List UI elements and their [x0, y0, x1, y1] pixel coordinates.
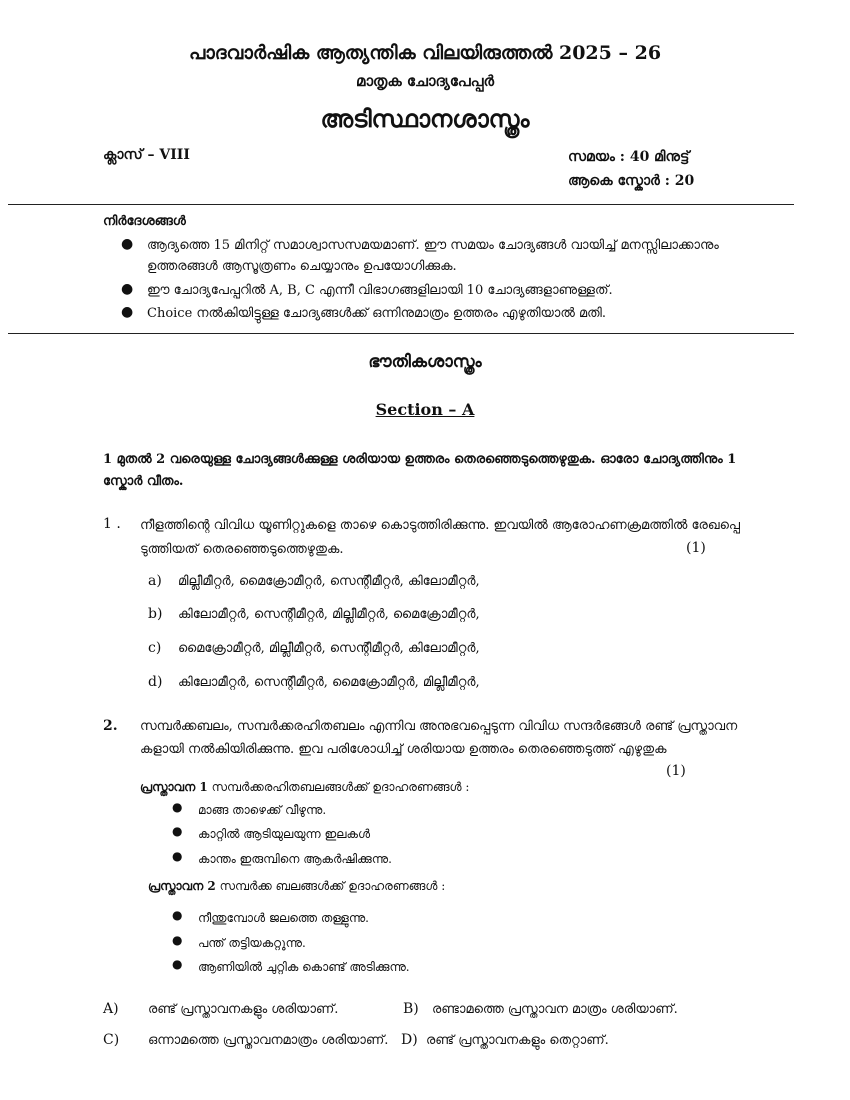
subject-heading: ഭൗതികശാസ്ത്രം: [368, 352, 482, 372]
q2-option-text: ഒന്നാമത്തെ പ്രസ്താവനമാത്രം ശരിയാണ്.: [148, 1033, 389, 1048]
instructions-title: നിർദേശങ്ങൾ: [103, 214, 186, 229]
instruction-item: ഈ ചോദ്യപേപ്പറിൽ A, B, C എന്നീ വിഭാഗങ്ങളിലായി 10 ചോദ്യങ്ങളാണുള്ളത്.: [147, 283, 613, 298]
statement-1-text: സമ്പർക്കരഹിതബലങ്ങൾക്ക് ഉദാഹരണങ്ങൾ :: [211, 780, 470, 794]
statement-2-item: ആണിയിൽ ചുറ്റിക കൊണ്ട് അടിക്കുന്നു.: [198, 960, 410, 974]
section-directions: 1 മുതൽ 2 വരെയുള്ള ചോദ്യങ്ങൾക്കുള്ള ശരിയായ ഉത്തരം തെരഞ്ഞെടുത്തെഴുതുക. ഓരോ ചോദ്യത്തിനും 1: [103, 452, 737, 467]
q1-option-label: a): [148, 573, 162, 589]
q2-number: 2.: [103, 718, 118, 734]
q1-option-label: c): [148, 640, 162, 656]
q2-option-label: D): [401, 1032, 418, 1048]
statement-1-item: മാങ്ങ താഴെക്ക് വീഴുന്നു.: [198, 803, 327, 817]
q1-option-text: കിലോമീറ്റർ, സെന്റീമീറ്റർ, മൈക്രോമീറ്റർ, മില്ലീമീറ്റർ,: [178, 675, 480, 690]
divider-top: [8, 204, 794, 205]
bullet-icon: ●: [172, 824, 183, 838]
exam-title: പാദവാർഷിക ആത്യന്തിക വിലയിരുത്തൽ 2025 – 26: [188, 42, 662, 64]
q1-text-cont: ടുത്തിയത് തെരഞ്ഞെടുത്തെഴുതുക.: [140, 542, 344, 557]
section-directions-cont: സ്കോർ വീതം.: [103, 474, 184, 489]
statement-1-heading: [140, 780, 469, 795]
bullet-icon: ●: [121, 304, 134, 320]
q2-option-label: C): [103, 1032, 120, 1048]
q2-option-text: രണ്ടാമത്തെ പ്രസ്താവന മാത്രം ശരിയാണ്.: [432, 1002, 678, 1017]
statement-2-item: നീന്തുമ്പോൾ ജലത്തെ തള്ളുന്നു.: [198, 911, 369, 925]
class-label: ക്ലാസ് – VIII: [103, 147, 190, 163]
instruction-item: ഉത്തരങ്ങൾ ആസൂത്രണം ചെയ്യാനും ഉപയോഗിക്കുക.: [147, 259, 457, 274]
bullet-icon: ●: [121, 281, 134, 297]
paper-type: മാതൃക ചോദ്യപേപ്പർ: [356, 72, 494, 90]
q2-option-label: A): [103, 1001, 119, 1017]
q1-option-text: മൈക്രോമീറ്റർ, മില്ലീമീറ്റർ, സെന്റീമീറ്റർ, കിലോമീറ്റർ,: [178, 641, 480, 656]
q1-option-text: കിലോമീറ്റർ, സെന്റീമീറ്റർ, മില്ലീമീറ്റർ, മൈക്രോമീറ്റർ,: [178, 607, 480, 622]
bullet-icon: ●: [172, 800, 183, 814]
divider-bottom: [8, 333, 794, 334]
q2-option-label: B): [403, 1001, 419, 1017]
q2-text-cont: കളായി നൽകിയിരിക്കുന്നു. ഇവ പരിശോധിച്ച് ശരിയായ ഉത്തരം തെരഞ്ഞെടുത്ത് എഴുതുക: [140, 742, 667, 757]
q1-number: 1 .: [103, 516, 121, 532]
bullet-icon: ●: [172, 933, 183, 947]
statement-2-item: പന്ത് തട്ടിയകറ്റുന്നു.: [198, 936, 306, 950]
q1-option-text: മില്ലീമീറ്റർ, മൈക്രോമീറ്റർ, സെന്റീമീറ്റർ, കിലോമീറ്റർ,: [178, 574, 480, 589]
q2-text: സമ്പർക്കബലം, സമ്പർക്കരഹിതബലം എന്നിവ അനുഭവപ്പെടുന്ന വിവിധ സന്ദർഭങ്ങൾ രണ്ട് പ്രസ്താവന: [140, 719, 738, 734]
statement-1-item: കാറ്റിൽ ആടിയുലയുന്ന ഇലകൾ: [198, 827, 371, 841]
statement-2-label: പ്രസ്താവന 2: [148, 879, 216, 893]
section-heading: Section – A: [375, 400, 475, 419]
statement-1-label: പ്രസ്താവന 1: [140, 780, 208, 794]
bullet-icon: ●: [121, 236, 134, 252]
score-label: ആകെ സ്കോർ : 20: [568, 173, 695, 189]
bullet-icon: ●: [172, 957, 183, 971]
time-label: സമയം : 40 മിനുട്ട്: [568, 149, 690, 165]
q1-option-label: d): [148, 674, 163, 690]
q2-marks: (1): [666, 763, 686, 779]
bullet-icon: ●: [172, 908, 183, 922]
q1-option-label: b): [148, 606, 163, 622]
q2-option-text: രണ്ട് പ്രസ്താവനകളും ശരിയാണ്.: [148, 1002, 339, 1017]
instruction-item: ആദ്യത്തെ 15 മിനിറ്റ് സമാശ്വാസസമയമാണ്. ഈ സമയം ചോദ്യങ്ങൾ വായിച്ച് മനസ്സിലാക്കാനും: [147, 238, 719, 253]
q2-option-text: രണ്ട് പ്രസ്താവനകളും തെറ്റാണ്.: [426, 1033, 609, 1048]
subject-title: അടിസ്ഥാനശാസ്ത്രം: [320, 104, 530, 133]
statement-1-item: കാന്തം ഇരുമ്പിനെ ആകർഷിക്കുന്നു.: [198, 852, 392, 866]
statement-2-heading: [148, 879, 445, 894]
q1-marks: (1): [686, 540, 706, 556]
bullet-icon: ●: [172, 849, 183, 863]
instruction-item: Choice നൽകിയിട്ടുള്ള ചോദ്യങ്ങൾക്ക് ഒന്നിനുമാത്രം ഉത്തരം എഴുതിയാൽ മതി.: [147, 306, 606, 321]
q1-text: നീളത്തിന്റെ വിവിധ യൂണിറ്റുകളെ താഴെ കൊടുത്തിരിക്കുന്നു. ഇവയിൽ ആരോഹണക്രമത്തിൽ രേഖപ്പെ: [140, 518, 741, 533]
statement-2-text: സമ്പർക്ക ബലങ്ങൾക്ക് ഉദാഹരണങ്ങൾ :: [219, 879, 446, 893]
